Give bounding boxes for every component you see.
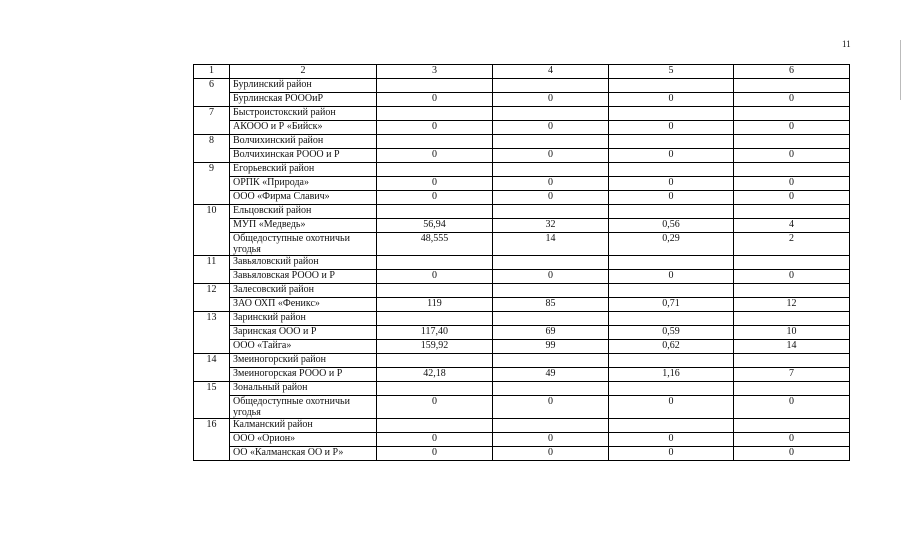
organization-name: ООО «Фирма Славич» — [230, 191, 377, 205]
value-cell-c4: 0 — [493, 433, 609, 447]
table-row — [194, 298, 850, 312]
table-row — [194, 233, 850, 256]
empty-cell — [493, 419, 609, 433]
empty-cell — [609, 419, 734, 433]
organization-name: Волчихинская РООО и Р — [230, 149, 377, 163]
value-cell-c3: 0 — [377, 149, 493, 163]
value-cell-c6: 0 — [734, 149, 850, 163]
district-row — [194, 107, 850, 121]
value-cell-c6: 7 — [734, 368, 850, 382]
empty-cell — [734, 205, 850, 219]
organization-name: ООО «Орион» — [230, 433, 377, 447]
table-row — [194, 219, 850, 233]
empty-cell — [493, 163, 609, 177]
value-cell-c3: 0 — [377, 121, 493, 135]
organization-name: ООО «Тайга» — [230, 340, 377, 354]
empty-cell — [734, 284, 850, 298]
value-cell-c6: 0 — [734, 121, 850, 135]
column-header: 6 — [734, 65, 850, 79]
value-cell-c3: 42,18 — [377, 368, 493, 382]
empty-cell — [609, 163, 734, 177]
empty-cell — [609, 354, 734, 368]
value-cell-c5: 0 — [609, 121, 734, 135]
row-number: 14 — [194, 354, 230, 382]
page-number: 11 — [842, 39, 851, 49]
district-row — [194, 79, 850, 93]
organization-name: ОРПК «Природа» — [230, 177, 377, 191]
value-cell-c4: 99 — [493, 340, 609, 354]
value-cell-c4: 0 — [493, 270, 609, 284]
table-row — [194, 447, 850, 461]
empty-cell — [609, 284, 734, 298]
district-row — [194, 312, 850, 326]
row-number: 9 — [194, 163, 230, 205]
organization-name: ЗАО ОХП «Феникс» — [230, 298, 377, 312]
district-row — [194, 163, 850, 177]
value-cell-c3: 0 — [377, 433, 493, 447]
district-name: Бурлинский район — [230, 79, 377, 93]
value-cell-c3: 0 — [377, 396, 493, 419]
value-cell-c3: 48,555 — [377, 233, 493, 256]
table-row — [194, 93, 850, 107]
district-row — [194, 419, 850, 433]
value-cell-c4: 0 — [493, 396, 609, 419]
empty-cell — [609, 256, 734, 270]
value-cell-c4: 32 — [493, 219, 609, 233]
value-cell-c4: 0 — [493, 191, 609, 205]
row-number: 12 — [194, 284, 230, 312]
column-header: 3 — [377, 65, 493, 79]
table-row — [194, 340, 850, 354]
value-cell-c6: 0 — [734, 191, 850, 205]
district-name: Волчихинский район — [230, 135, 377, 149]
empty-cell — [609, 312, 734, 326]
empty-cell — [377, 382, 493, 396]
empty-cell — [493, 107, 609, 121]
value-cell-c5: 0 — [609, 177, 734, 191]
value-cell-c5: 0,59 — [609, 326, 734, 340]
empty-cell — [609, 79, 734, 93]
district-name: Егорьевский район — [230, 163, 377, 177]
table-row — [194, 191, 850, 205]
district-row — [194, 256, 850, 270]
district-name: Ельцовский район — [230, 205, 377, 219]
value-cell-c5: 0,29 — [609, 233, 734, 256]
empty-cell — [377, 205, 493, 219]
empty-cell — [377, 284, 493, 298]
empty-cell — [734, 256, 850, 270]
column-header: 5 — [609, 65, 734, 79]
empty-cell — [734, 107, 850, 121]
value-cell-c3: 56,94 — [377, 219, 493, 233]
empty-cell — [734, 135, 850, 149]
empty-cell — [493, 79, 609, 93]
organization-name: Заринская ООО и Р — [230, 326, 377, 340]
empty-cell — [734, 163, 850, 177]
value-cell-c4: 14 — [493, 233, 609, 256]
value-cell-c3: 117,40 — [377, 326, 493, 340]
value-cell-c3: 0 — [377, 270, 493, 284]
value-cell-c6: 10 — [734, 326, 850, 340]
table-row — [194, 270, 850, 284]
value-cell-c4: 0 — [493, 447, 609, 461]
district-row — [194, 284, 850, 298]
empty-cell — [493, 312, 609, 326]
row-number: 11 — [194, 256, 230, 284]
value-cell-c5: 0 — [609, 191, 734, 205]
column-header: 4 — [493, 65, 609, 79]
row-number: 15 — [194, 382, 230, 419]
empty-cell — [493, 382, 609, 396]
value-cell-c6: 0 — [734, 447, 850, 461]
empty-cell — [609, 135, 734, 149]
district-name: Завьяловский район — [230, 256, 377, 270]
value-cell-c3: 0 — [377, 93, 493, 107]
district-name: Быстроистокский район — [230, 107, 377, 121]
empty-cell — [734, 419, 850, 433]
empty-cell — [377, 79, 493, 93]
table-row — [194, 433, 850, 447]
column-header: 1 — [194, 65, 230, 79]
value-cell-c6: 14 — [734, 340, 850, 354]
column-header: 2 — [230, 65, 377, 79]
organization-name: Завьяловская РООО и Р — [230, 270, 377, 284]
value-cell-c4: 0 — [493, 149, 609, 163]
empty-cell — [377, 135, 493, 149]
row-number: 7 — [194, 107, 230, 135]
value-cell-c4: 85 — [493, 298, 609, 312]
table-row — [194, 149, 850, 163]
district-name: Зональный район — [230, 382, 377, 396]
value-cell-c5: 1,16 — [609, 368, 734, 382]
scan-edge-mark — [900, 40, 901, 100]
district-row — [194, 382, 850, 396]
value-cell-c6: 12 — [734, 298, 850, 312]
empty-cell — [377, 419, 493, 433]
empty-cell — [377, 107, 493, 121]
value-cell-c6: 4 — [734, 219, 850, 233]
value-cell-c3: 0 — [377, 177, 493, 191]
empty-cell — [609, 205, 734, 219]
empty-cell — [377, 256, 493, 270]
district-name: Змеиногорский район — [230, 354, 377, 368]
empty-cell — [734, 354, 850, 368]
district-row — [194, 205, 850, 219]
district-name: Залесовский район — [230, 284, 377, 298]
value-cell-c4: 0 — [493, 177, 609, 191]
table-row — [194, 396, 850, 419]
column-number-row — [194, 65, 850, 79]
organization-name: Змеиногорская РООО и Р — [230, 368, 377, 382]
table-body — [194, 79, 850, 461]
table-row — [194, 326, 850, 340]
row-number: 8 — [194, 135, 230, 163]
district-name: Заринский район — [230, 312, 377, 326]
value-cell-c3: 0 — [377, 191, 493, 205]
row-number: 16 — [194, 419, 230, 461]
value-cell-c3: 0 — [377, 447, 493, 461]
value-cell-c5: 0 — [609, 447, 734, 461]
value-cell-c5: 0 — [609, 433, 734, 447]
organization-name: Общедоступные охотничьи угодья — [230, 396, 377, 419]
value-cell-c4: 49 — [493, 368, 609, 382]
value-cell-c6: 2 — [734, 233, 850, 256]
value-cell-c4: 0 — [493, 121, 609, 135]
row-number: 10 — [194, 205, 230, 256]
district-row — [194, 135, 850, 149]
value-cell-c5: 0 — [609, 396, 734, 419]
empty-cell — [609, 382, 734, 396]
empty-cell — [493, 135, 609, 149]
value-cell-c5: 0,56 — [609, 219, 734, 233]
organization-name: АКООО и Р «Бийск» — [230, 121, 377, 135]
empty-cell — [734, 79, 850, 93]
empty-cell — [609, 107, 734, 121]
empty-cell — [377, 163, 493, 177]
value-cell-c6: 0 — [734, 177, 850, 191]
row-number: 13 — [194, 312, 230, 354]
empty-cell — [377, 354, 493, 368]
empty-cell — [493, 205, 609, 219]
value-cell-c6: 0 — [734, 433, 850, 447]
organization-name: Общедоступные охотничьи угодья — [230, 233, 377, 256]
empty-cell — [493, 256, 609, 270]
empty-cell — [734, 312, 850, 326]
row-number: 6 — [194, 79, 230, 107]
empty-cell — [734, 382, 850, 396]
organization-name: МУП «Медведь» — [230, 219, 377, 233]
table-row — [194, 368, 850, 382]
empty-cell — [493, 284, 609, 298]
organization-name: ОО «Калманская ОО и Р» — [230, 447, 377, 461]
hunting-data-table — [193, 64, 850, 461]
table-row — [194, 177, 850, 191]
value-cell-c5: 0,62 — [609, 340, 734, 354]
empty-cell — [493, 354, 609, 368]
empty-cell — [377, 312, 493, 326]
value-cell-c5: 0 — [609, 270, 734, 284]
value-cell-c3: 159,92 — [377, 340, 493, 354]
value-cell-c5: 0 — [609, 93, 734, 107]
value-cell-c6: 0 — [734, 396, 850, 419]
organization-name: Бурлинская РОООиР — [230, 93, 377, 107]
value-cell-c6: 0 — [734, 93, 850, 107]
value-cell-c6: 0 — [734, 270, 850, 284]
district-name: Калманский район — [230, 419, 377, 433]
value-cell-c5: 0 — [609, 149, 734, 163]
table-row — [194, 121, 850, 135]
value-cell-c4: 69 — [493, 326, 609, 340]
value-cell-c5: 0,71 — [609, 298, 734, 312]
value-cell-c4: 0 — [493, 93, 609, 107]
district-row — [194, 354, 850, 368]
value-cell-c3: 119 — [377, 298, 493, 312]
